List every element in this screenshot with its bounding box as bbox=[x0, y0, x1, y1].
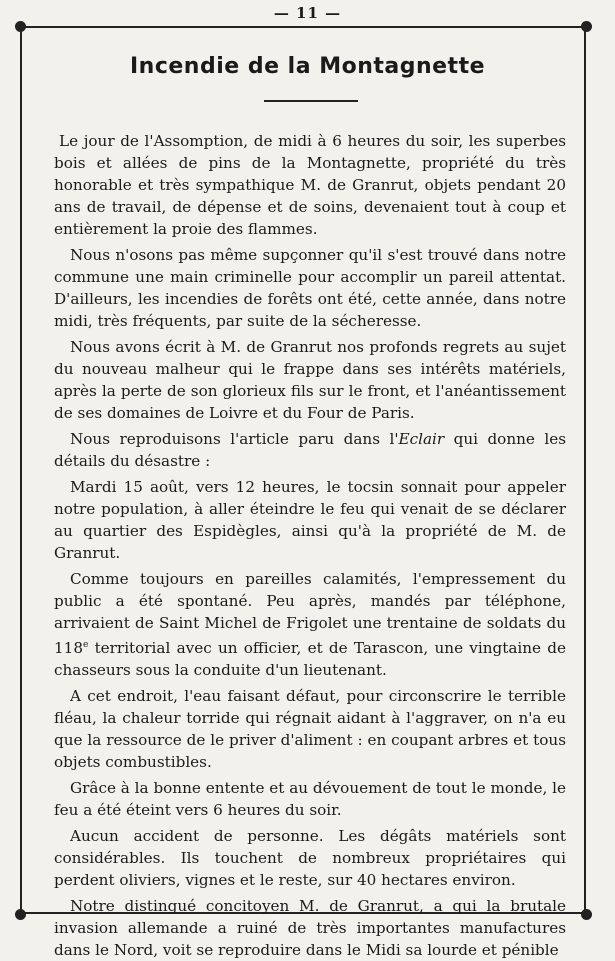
article-body bbox=[54, 130, 566, 961]
paragraph-regrets: Nous avons écrit à M. de Granrut nos profonds regrets au sujet du nouveau malheur qui le frappe dans ses intérêts matériels, après la perte de son glorieux fils sur le front, et l'anéantissement de ses domaines de Loivre et du Four de Paris. bbox=[54, 338, 566, 422]
corner-ornament-bottom-left bbox=[15, 909, 26, 920]
page-number: — 11 — bbox=[273, 4, 342, 22]
article-title: Incendie de la Montagnette bbox=[129, 54, 486, 79]
corner-ornament-bottom-right bbox=[581, 909, 592, 920]
paragraph-assomption: Le jour de l'Assomption, de midi à 6 heures du soir, les superbes bois et allées de pins de la Montagnette, propriété du très honorable et très sympathique M. de Granrut, objets pendant 20 ans de travail, de dépense et de soins, devenaient tout à coup et entièrement la proie des flammes. bbox=[54, 132, 566, 238]
corner-ornament-top-left bbox=[15, 21, 26, 32]
paragraph-eau: A cet endroit, l'eau faisant défaut, pour circonscrire le terrible fléau, la chaleur torride qui régnait aidant à l'aggraver, on n'a eu que la ressource de le priver d'aliment : en coupant arbres et tous objets combustibles. bbox=[54, 687, 566, 772]
paragraph-soupcon: Nous n'osons pas même supçonner qu'il s'est trouvé dans notre commune une main criminelle pour accomplir un pareil attentat. D'ailleurs, les incendies de forêts ont été, cette année, dans notre midi, très fréquents, par suite de la sécheresse. bbox=[54, 246, 566, 330]
paragraph-concitoyen: Notre distingué concitoyen M. de Granrut, a qui la brutale invasion allemande a ruiné de très importantes manufactures dans le Nord, voit se reproduire dans le Midi sa lourde et pénible bbox=[54, 897, 566, 960]
title-underline bbox=[264, 100, 358, 102]
paragraph-entente: Grâce à la bonne entente et au dévouement de tout le monde, le feu a été éteint vers 6 heures du soir. bbox=[54, 779, 566, 820]
secours-text-before: Comme toujours en pareilles calamités, l'empressement du public a été spontané. Peu après, mandés par téléphone, arrivaient de Saint Michel de Frigolet une trentaine de soldats du 118 bbox=[54, 570, 566, 658]
paragraph-secours bbox=[54, 568, 566, 681]
secours-ordinal-suffix: e bbox=[83, 640, 89, 650]
eclair-text-after: qui donne les détails du désastre : bbox=[54, 430, 566, 470]
corner-ornament-top-right bbox=[581, 21, 592, 32]
secours-text-after: territorial avec un officier, et de Tarascon, une vingtaine de chasseurs sous la conduite d'un lieutenant. bbox=[54, 639, 566, 680]
paragraph-tocsin: Mardi 15 août, vers 12 heures, le tocsin sonnait pour appeler notre population, à aller éteindre le feu qui venait de se déclarer au quartier des Espidègles, ainsi qu'à la propriété de M. de Granrut. bbox=[54, 478, 566, 562]
paragraph-eclair bbox=[54, 428, 566, 472]
eclair-text-before: Nous reproduisons l'article paru dans l' bbox=[70, 430, 399, 448]
paragraph-degats: Aucun accident de personne. Les dégâts matériels sont considérables. Ils touchent de nombreux propriétaires qui perdent oliviers, vignes et le reste, sur 40 hectares environ. bbox=[54, 827, 566, 890]
eclair-newspaper-name: Eclair bbox=[398, 430, 445, 448]
